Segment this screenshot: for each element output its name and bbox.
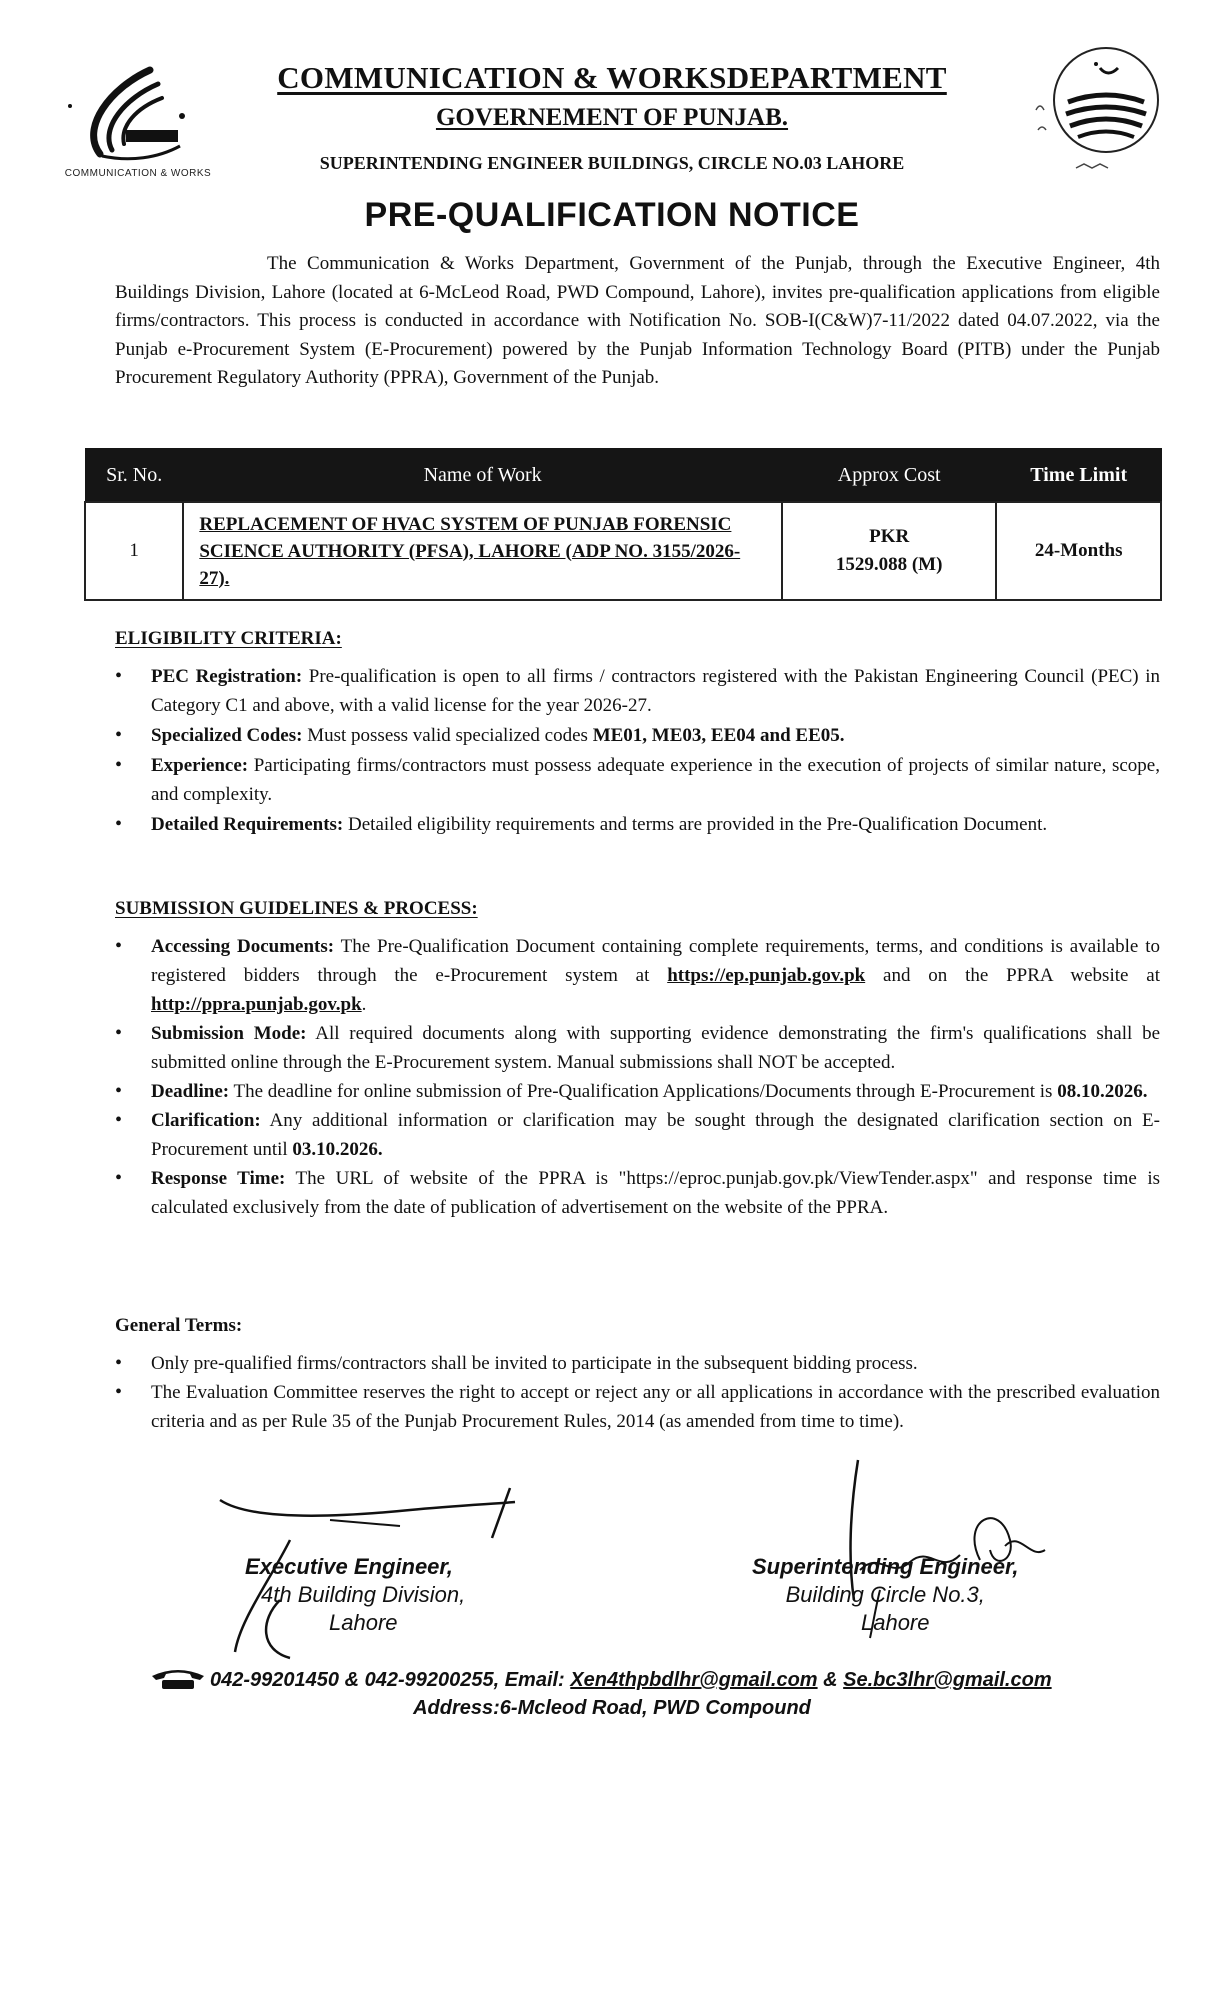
item-text: Any additional information or clarification may be sought through the designated clarification section on E-Procurement until bbox=[151, 1110, 1160, 1160]
eligibility-list bbox=[115, 662, 1160, 840]
general-terms-list bbox=[115, 1349, 1160, 1436]
item-text: Detailed eligibility requirements and terms are provided in the Pre-Qualification Document. bbox=[343, 814, 1048, 835]
xen-signature-block bbox=[245, 1553, 465, 1637]
cell-cost bbox=[782, 502, 997, 600]
circle-title: SUPERINTENDING ENGINEER BUILDINGS, CIRCLE NO.03 LAHORE bbox=[319, 153, 905, 173]
item-text: and on the PPRA website at bbox=[865, 965, 1160, 986]
xen-city: Lahore bbox=[329, 1610, 398, 1635]
item-label: Specialized Codes: bbox=[151, 725, 303, 746]
clarification-date: 03.10.2026. bbox=[292, 1139, 383, 1160]
list-item bbox=[115, 1106, 1160, 1164]
cost-value: 1529.088 (M) bbox=[835, 554, 943, 575]
item-label: Accessing Documents: bbox=[151, 936, 335, 957]
footer-email-se[interactable]: Se.bc3lhr@gmail.com bbox=[843, 1669, 1052, 1691]
footer-contact bbox=[150, 1665, 1150, 1699]
footer-phones: 042-99201450 & 042-99200255, Email: bbox=[210, 1669, 571, 1691]
general-terms-heading: General Terms: bbox=[115, 1315, 243, 1336]
list-item bbox=[115, 1077, 1160, 1106]
se-circle: Building Circle No.3, bbox=[785, 1582, 985, 1607]
submission-heading: SUBMISSION GUIDELINES & PROCESS: bbox=[115, 898, 478, 919]
cell-work bbox=[183, 502, 782, 600]
item-label: Clarification: bbox=[151, 1110, 261, 1131]
item-label: Detailed Requirements: bbox=[151, 814, 344, 835]
works-table bbox=[84, 448, 1162, 601]
logo-caption: COMMUNICATION & WORKS bbox=[64, 168, 212, 179]
se-title: Superintending Engineer, bbox=[752, 1554, 1019, 1579]
eligibility-heading: ELIGIBILITY CRITERIA: bbox=[115, 628, 342, 649]
item-text: Must possess valid specialized codes bbox=[302, 725, 593, 746]
notice-title: PRE-QUALIFICATION NOTICE bbox=[364, 196, 860, 234]
table-header-row bbox=[85, 449, 1161, 503]
footer-amp: & bbox=[817, 1669, 844, 1691]
deadline-date: 08.10.2026. bbox=[1057, 1081, 1148, 1102]
cell-sr: 1 bbox=[85, 502, 183, 600]
item-text: . bbox=[361, 994, 367, 1015]
list-item bbox=[115, 721, 1160, 750]
list-item bbox=[115, 751, 1160, 809]
list-item: • The Evaluation Committee reserves the right to accept or reject any or all applications in accordance with the prescribed evaluation criteria and as per Rule 35 of the Punjab Procurement Rules, 2014 (as amended from time to time). bbox=[115, 1378, 1160, 1436]
ppra-link[interactable]: http://ppra.punjab.gov.pk bbox=[151, 994, 362, 1015]
header-time-limit bbox=[996, 449, 1161, 503]
specialized-codes: ME01, ME03, EE04 and EE05. bbox=[592, 725, 845, 746]
telephone-icon bbox=[150, 1668, 206, 1699]
xen-division: 4th Building Division, bbox=[261, 1582, 466, 1607]
se-signature-block bbox=[752, 1553, 1018, 1637]
item-text: The URL of website of the PPRA is "https://eproc.punjab.gov.pk/ViewTender.aspx" and response time is calculated exclusively from the date of publication of advertisement on the website of the PPRA. bbox=[151, 1168, 1160, 1218]
header-time-limit-label: Time Limit bbox=[1030, 463, 1128, 486]
footer-address: Address:6-Mcleod Road, PWD Compound bbox=[413, 1697, 811, 1719]
item-text: Pre-qualification is open to all firms / contractors registered with the Pakistan Engineering Council (PEC) in Category C1 and above, with a valid license for the year 2026-27. bbox=[151, 666, 1161, 716]
list-item bbox=[115, 932, 1160, 1019]
list-item: • Only pre-qualified firms/contractors shall be invited to participate in the subsequent bidding process. bbox=[115, 1349, 1160, 1378]
item-text: Participating firms/contractors must possess adequate experience in the execution of projects of similar nature, scope, and complexity. bbox=[151, 755, 1160, 805]
header-name-of-work: Name of Work bbox=[183, 449, 782, 503]
xen-title: Executive Engineer, bbox=[245, 1554, 453, 1579]
table-row bbox=[85, 502, 1161, 600]
submission-list bbox=[115, 932, 1160, 1222]
item-label: PEC Registration: bbox=[151, 666, 303, 687]
footer-email-xen[interactable]: Xen4thpbdlhr@gmail.com bbox=[570, 1669, 818, 1691]
list-item bbox=[115, 1164, 1160, 1222]
list-item bbox=[115, 810, 1160, 839]
list-item bbox=[115, 662, 1160, 720]
item-text: All required documents along with supporting evidence demonstrating the firm's qualifications shall be submitted online through the E-Procurement system. Manual submissions shall NOT be accepted. bbox=[151, 1023, 1161, 1073]
header-approx-cost: Approx Cost bbox=[782, 449, 997, 503]
cost-currency: PKR bbox=[869, 526, 910, 547]
work-name: REPLACEMENT OF HVAC SYSTEM OF PUNJAB FORENSIC SCIENCE AUTHORITY (PFSA), LAHORE (ADP NO. 3155/2026-27). bbox=[199, 513, 741, 589]
item-label: Response Time: bbox=[151, 1168, 286, 1189]
item-label: Submission Mode: bbox=[151, 1023, 307, 1044]
cell-time-limit: 24-Months bbox=[996, 502, 1161, 600]
item-label: Experience: bbox=[151, 755, 249, 776]
item-text: The Pre-Qualification Document containing complete requirements, terms, and conditions is available to registered bidders through the e-Procurement system at bbox=[151, 936, 1160, 986]
government-title: GOVERNEMENT OF PUNJAB. bbox=[435, 104, 789, 131]
item-text: The deadline for online submission of Pre-Qualification Applications/Documents through E-Procurement is bbox=[229, 1081, 1058, 1102]
intro-paragraph: The Communication & Works Department, Government of the Punjab, through the Executive Engineer, 4th Buildings Division, Lahore (located at 6-McLeod Road, PWD Compound, Lahore), invites pre-qualification applications from eligible firms/contractors. This process is conducted in accordance with Notification No. SOB-I(C&W)7-11/2022 dated 04.07.2022, via the Punjab e-Procurement System (E-Procurement) powered by the Punjab Information Technology Board (PITB) under the Punjab Procurement Regulatory Authority (PPRA), Government of the Punjab. bbox=[115, 253, 1160, 388]
eprocurement-link[interactable]: https://ep.punjab.gov.pk bbox=[667, 965, 866, 986]
department-title: COMMUNICATION & WORKSDEPARTMENT bbox=[277, 60, 947, 95]
item-label: Deadline: bbox=[151, 1081, 230, 1102]
header-sr-no: Sr. No. bbox=[85, 449, 183, 503]
list-item bbox=[115, 1019, 1160, 1077]
se-city: Lahore bbox=[860, 1610, 930, 1635]
